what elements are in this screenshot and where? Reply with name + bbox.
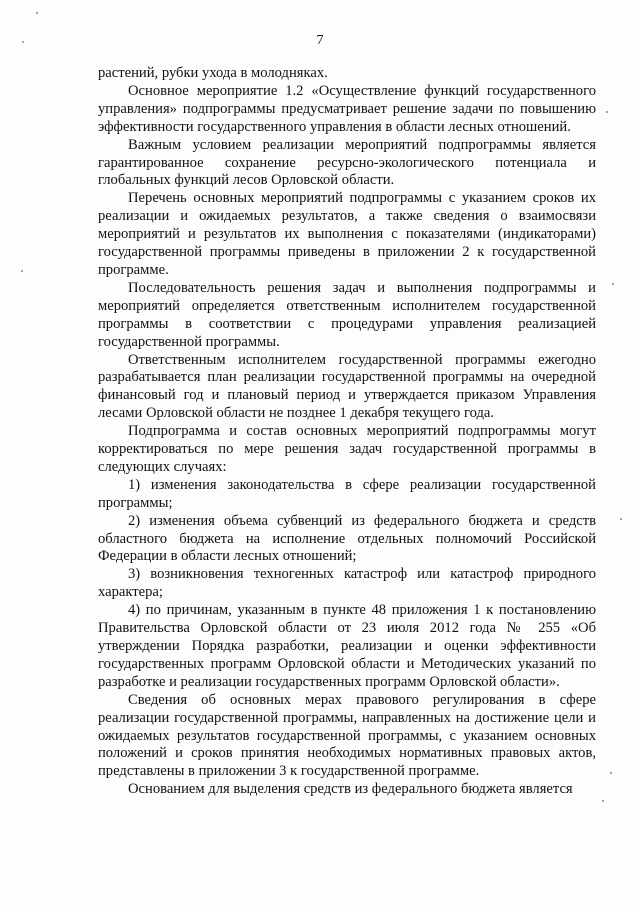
paragraph-funding-basis: Основанием для выделения средств из федерального бюджета является: [128, 781, 573, 798]
paragraph-adjustment-cases: Подпрограмма и состав основных мероприятий подпрограммы могут корректироваться по мере решения задач государственной программы в следующих случаях:: [98, 423, 596, 475]
paragraph-main-activity-1-2: Основное мероприятие 1.2 «Осуществление функций государственного управления» подпрограммы предусматривает решение задачи по повышению эффективности государственного управления в области лесных отношений.: [98, 82, 596, 135]
paragraph-continuation: растений, рубки ухода в молодняках.: [98, 65, 328, 81]
paragraph-activity-list: Перечень основных мероприятий подпрограммы с указанием сроков их реализации и ожидаемых результатов, а также сведения о взаимосвязи мероприятий и результатов их выполнения с показателями (индикаторами) государственной программы приведены в приложении 2 к государственной программе.: [98, 190, 596, 278]
scan-speck: [602, 800, 604, 802]
scan-speck: [606, 111, 608, 113]
list-item-3: 3) возникновения техногенных катастроф или катастроф природного характера;: [98, 566, 596, 601]
page-number: 7: [316, 33, 324, 48]
scan-speck: [21, 270, 23, 272]
list-item-2: 2) изменения объема субвенций из федерального бюджета и средств областного бюджета на исполнение отдельных полномочий Российской Федерации в области лесных отношений;: [98, 512, 596, 565]
scan-speck: [620, 518, 622, 520]
paragraph-important-condition: Важным условием реализации мероприятий подпрограммы является гарантированное сохранение ресурсно-экологического потенциала и глобальных функций лесов Орловской области.: [98, 136, 596, 189]
document-body: [98, 65, 596, 799]
scan-speck: [610, 772, 612, 774]
scan-speck: [36, 12, 38, 14]
scan-speck: [612, 283, 614, 285]
list-item-1: 1) изменения законодательства в сфере реализации государственной программы;: [98, 476, 596, 511]
scan-speck: [22, 41, 24, 43]
list-item-4: 4) по причинам, указанным в пункте 48 приложения 1 к постановлению Правительства Орловской области от 23 июля 2012 года № 255 «Об утверждении Порядка разработки, реализации и оценки эффективности государственных программ Орловской области и Методических указаний по разработке и реализации государственных программ Орловской области».: [98, 602, 596, 690]
paragraph-responsible-executor: Ответственным исполнителем государственной программы ежегодно разрабатывается план реализации государственной программы на очередной финансовый год и плановый период и утверждается приказом Управления лесами Орловской области не позднее 1 декабря текущего года.: [98, 351, 596, 422]
paragraph-legal-regulation: Сведения об основных мерах правового регулирования в сфере реализации государственной программы, направленных на достижение цели и ожидаемых результатов государственной программы, с указанием основных положений и сроков принятия необходимых нормативных правовых актов, представлены в приложении 3 к государственной программе.: [98, 691, 596, 780]
paragraph-sequence: Последовательность решения задач и выполнения подпрограммы и мероприятий определяется ответственным исполнителем государственной программы в соответствии с процедурами управления реализацией государственной программы.: [98, 279, 596, 350]
